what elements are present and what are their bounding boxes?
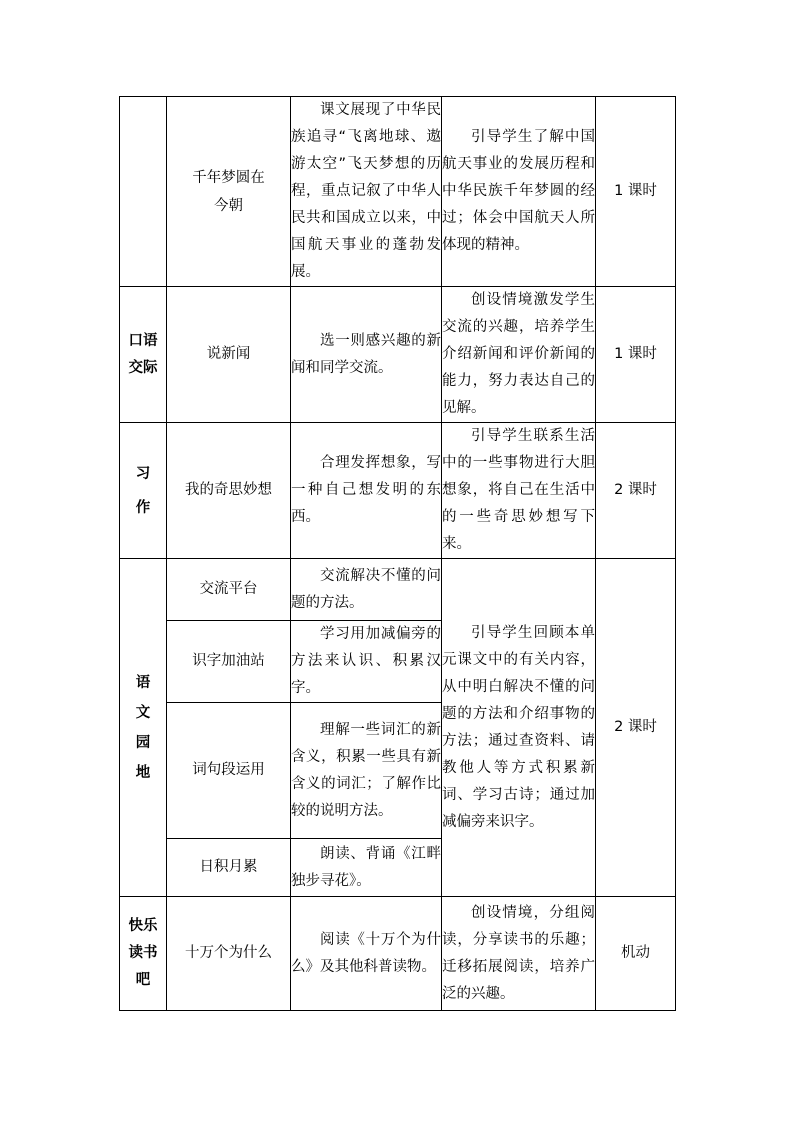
lesson-name-cell: 十万个为什么 [167, 897, 291, 1011]
category-cell [120, 897, 167, 1011]
hours-cell: 机动 [596, 897, 676, 1011]
lesson-name-cell: 识字加油站 [167, 621, 291, 703]
goal-cell [442, 423, 596, 559]
hours-cell: 1 课时 [596, 97, 676, 287]
lesson-name-cell [167, 97, 291, 287]
goal-cell [442, 559, 596, 897]
description-cell [291, 287, 442, 423]
description-text: 交流解决不懂的问题的方法。 [291, 567, 441, 611]
category-label: 口语交际 [128, 332, 158, 376]
unit-plan-table [119, 96, 676, 1011]
goal-text: 引导学生联系生活中的一些事物进行大胆想象，将自己在生活中的一些奇思妙想写下来。 [442, 428, 595, 552]
lesson-name-cell: 日积月累 [167, 839, 291, 897]
goal-cell [442, 97, 596, 287]
description-cell [291, 423, 442, 559]
category-label: 语文园地 [135, 674, 151, 781]
lesson-name-cell: 词句段运用 [167, 703, 291, 839]
description-text: 朗读、背诵《江畔独步寻花》。 [291, 845, 441, 889]
description-text: 课文展现了中华民族追寻“飞离地球、遨游太空”飞天梦想的历程，重点记叙了中华人民共和国成立以来，中国航天事业的蓬勃发展。 [291, 102, 441, 280]
description-cell [291, 621, 442, 703]
goal-cell [442, 287, 596, 423]
description-cell [291, 703, 442, 839]
table-row [120, 559, 676, 621]
lesson-name-cell: 说新闻 [167, 287, 291, 423]
hours-cell: 2 课时 [596, 559, 676, 897]
table-row [120, 97, 676, 287]
description-text: 阅读《十万个为什么》及其他科普读物。 [291, 931, 441, 975]
table-row [120, 423, 676, 559]
category-cell [120, 97, 167, 287]
description-text: 选一则感兴趣的新闻和同学交流。 [291, 332, 441, 376]
goal-text: 引导学生回顾本单元课文中的有关内容，从中明白解决不懂的问题的方法和介绍事物的方法；通过查资料、请教他人等方式积累新词、学习古诗；通过加减偏旁来识字。 [442, 624, 595, 830]
lesson-name-cell: 交流平台 [167, 559, 291, 621]
category-cell [120, 287, 167, 423]
description-cell [291, 97, 442, 287]
table-row [120, 897, 676, 1011]
table-row [120, 287, 676, 423]
description-cell [291, 839, 442, 897]
goal-cell [442, 897, 596, 1011]
goal-text: 创设情境，分组阅读，分享读书的乐趣；迁移拓展阅读，培养广泛的兴趣。 [442, 904, 595, 1002]
description-cell [291, 897, 442, 1011]
description-cell [291, 559, 442, 621]
category-label: 快乐读书吧 [128, 918, 158, 988]
category-cell [120, 559, 167, 897]
hours-cell: 2 课时 [596, 423, 676, 559]
lesson-name: 千年梦圆在今朝 [192, 169, 265, 214]
goal-text: 创设情境激发学生交流的兴趣，培养学生介绍新闻和评价新闻的能力，努力表达自己的见解。 [442, 292, 595, 416]
lesson-name-cell: 我的奇思妙想 [167, 423, 291, 559]
description-text: 理解一些词汇的新含义，积累一些具有新含义的词汇；了解作比较的说明方法。 [291, 721, 441, 819]
hours-cell: 1 课时 [596, 287, 676, 423]
goal-text: 引导学生了解中国航天事业的发展历程和中华民族千年梦圆的经过；体会中国航天人所体现的精神。 [442, 129, 595, 253]
category-cell [120, 423, 167, 559]
category-label: 习作 [135, 465, 151, 516]
description-text: 合理发挥想象，写一种自己想发明的东西。 [291, 455, 441, 525]
description-text: 学习用加减偏旁的方法来认识、积累汉字。 [291, 626, 441, 696]
